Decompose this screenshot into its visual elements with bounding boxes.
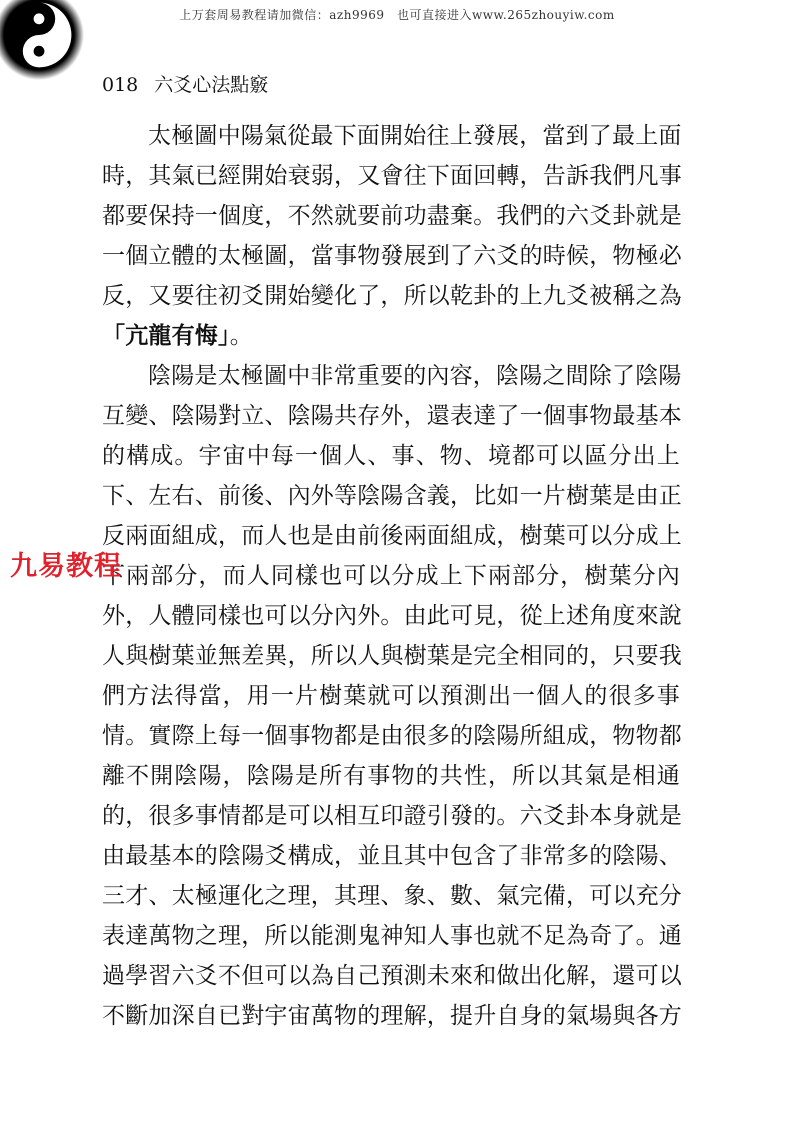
text-line: 太極圖中陽氣從最下面開始往上發展，當到了最上面: [148, 123, 682, 149]
text-line: [102, 316, 680, 356]
text-line: 人與樹葉並無差異，所以人與樹葉是完全相同的，只要我: [102, 643, 682, 669]
text-line: 表達萬物之理，所以能測鬼神知人事也就不足為奇了。通: [102, 923, 682, 949]
watermark-logo: 九易教程: [10, 551, 122, 582]
book-title: 六爻心法點竅: [154, 74, 269, 96]
text-line: 下兩部分，而人同樣也可以分成上下兩部分，樹葉分內: [102, 563, 680, 589]
text-line: 下、左右、前後、內外等陰陽含義，比如一片樹葉是由正: [102, 483, 682, 509]
text-line: 的，很多事情都是可以相互印證引發的。六爻卦本身就是: [102, 803, 682, 829]
text-line: 時，其氣已經開始衰弱，又會往下面回轉，告訴我們凡事: [102, 163, 682, 189]
text-line: 一個立體的太極圖，當事物發展到了六爻的時候，物極必: [102, 243, 682, 269]
text-line: 陰陽是太極圖中非常重要的內容，陰陽之間除了陰陽: [148, 363, 682, 389]
page-number: 018: [102, 74, 139, 96]
text-line: 反，又要往初爻開始變化了，所以乾卦的上九爻被稱之為: [102, 283, 682, 309]
text-line: 情。實際上每一個事物都是由很多的陰陽所組成，物物都: [102, 723, 682, 749]
text-line: 反兩面組成，而人也是由前後兩面組成，樹葉可以分成上: [102, 523, 682, 549]
paragraph: [102, 116, 680, 356]
text-line: 不斷加深自已對宇宙萬物的理解，提升自身的氣場與各方: [102, 1003, 682, 1029]
top-notice: 上万套周易教程请加微信：azh9969 也可直接进入www.265zhouyiw.com: [179, 8, 615, 22]
text-line: 離不開陰陽，陰陽是所有事物的共性，所以其氣是相通: [102, 763, 680, 789]
text-line: 過學習六爻不但可以為自己預測未來和做出化解，還可以: [102, 963, 682, 989]
text-line: 互變、陰陽對立、陰陽共存外，還表達了一個事物最基本: [102, 403, 682, 429]
running-header: [102, 70, 268, 97]
paragraph: [102, 356, 680, 1036]
punctuation: 。: [229, 323, 253, 349]
text-line: 外，人體同樣也可以分內外。由此可見，從上述角度來說: [102, 603, 682, 629]
text-line: 的構成。宇宙中每一個人、事、物、境都可以區分出上: [102, 443, 680, 469]
text-line: 都要保持一個度，不然就要前功盡棄。我們的六爻卦就是: [102, 203, 682, 229]
emphasis-phrase: 「亢龍有悔」: [102, 323, 230, 349]
text-line: 三才、太極運化之理，其理、象、數、氣完備，可以充分: [102, 883, 682, 909]
text-line: 由最基本的陰陽爻構成，並且其中包含了非常多的陰陽、: [102, 843, 682, 869]
body-text: [102, 116, 680, 1036]
text-line: 們方法得當，用一片樹葉就可以預測出一個人的很多事: [102, 683, 680, 709]
